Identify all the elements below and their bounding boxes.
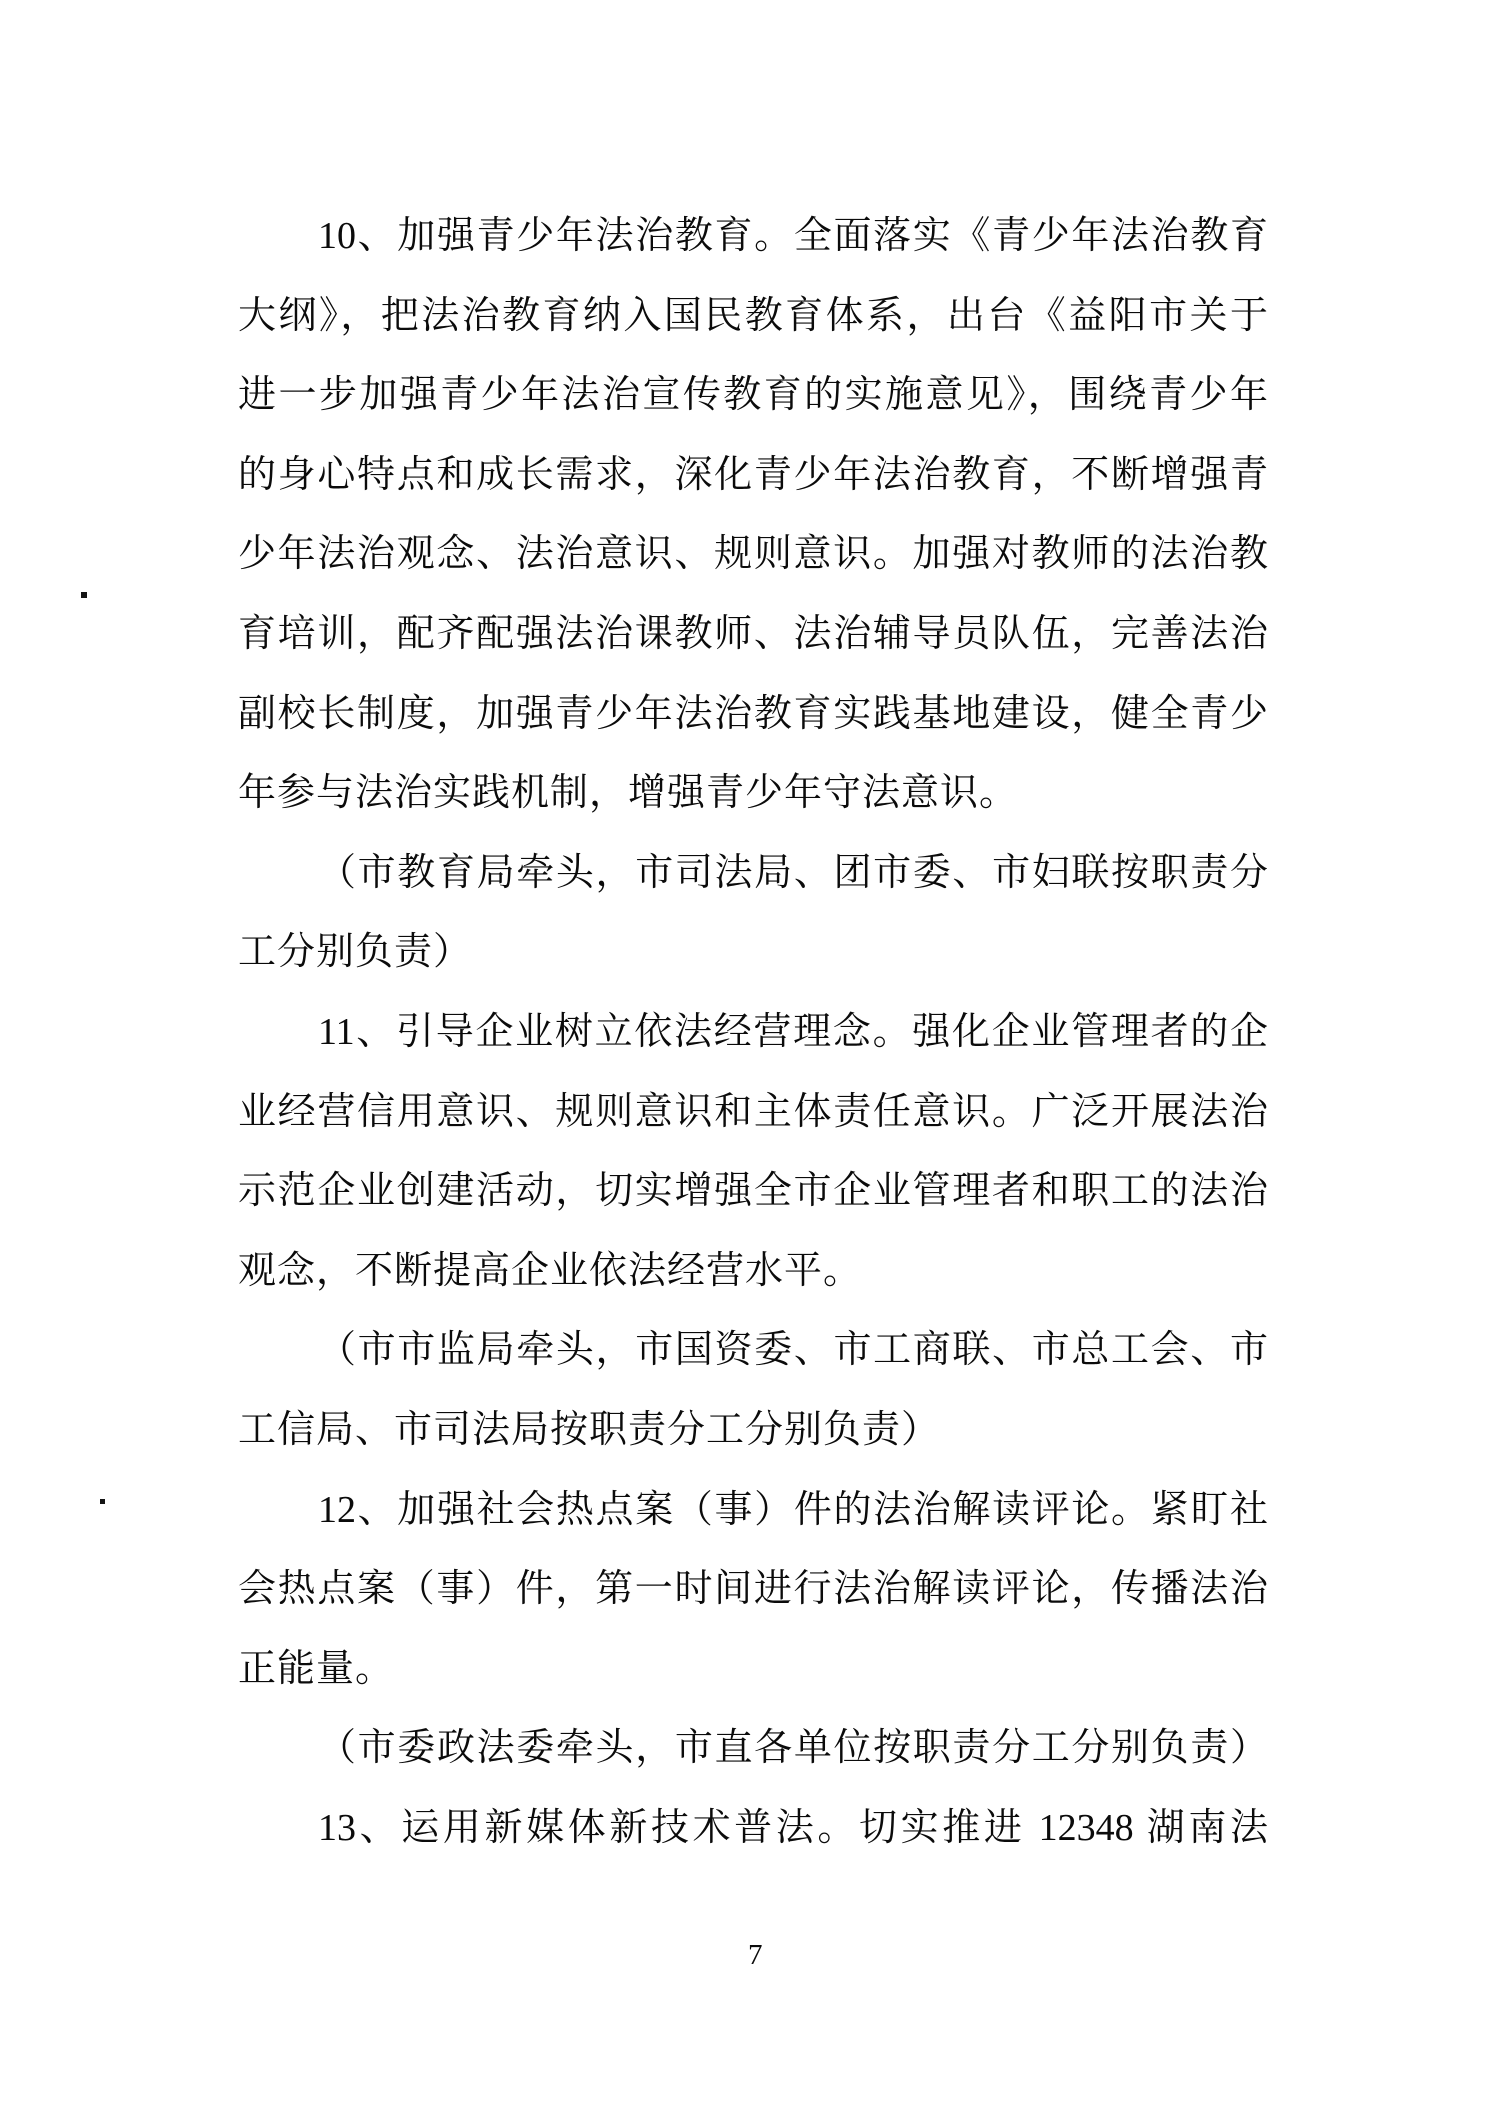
text-line: 会热点案（事）件，第一时间进行法治解读评论，传播法治: [238, 1568, 1268, 1611]
text-line: 工分别负责）: [238, 931, 473, 974]
text-line: 11、引导企业树立依法经营理念。强化企业管理者的企: [318, 1010, 1268, 1053]
text-line: 大纲》，把法治教育纳入国民教育体系，出台《益阳市关于: [238, 294, 1268, 337]
scan-speck: [100, 1499, 105, 1504]
scan-speck: [81, 592, 87, 598]
text-line: 12、加强社会热点案（事）件的法治解读评论。紧盯社: [318, 1488, 1268, 1531]
text-line: 年参与法治实践机制，增强青少年守法意识。: [238, 772, 1019, 815]
text-line: 观念，不断提高企业依法经营水平。: [238, 1249, 863, 1292]
text-line: 的身心特点和成长需求，深化青少年法治教育，不断增强青: [238, 453, 1268, 496]
text-line: 进一步加强青少年法治宣传教育的实施意见》，围绕青少年: [238, 374, 1268, 417]
text-line: 业经营信用意识、规则意识和主体责任意识。广泛开展法治: [238, 1090, 1268, 1133]
text-line: 副校长制度，加强青少年法治教育实践基地建设，健全青少: [238, 692, 1268, 735]
text-line: 10、加强青少年法治教育。全面落实《青少年法治教育: [318, 215, 1268, 257]
text-line: （市委政法委牵头，市直各单位按职责分工分别负责）: [318, 1727, 1268, 1770]
body-text: [238, 197, 1268, 1868]
text-line: （市市监局牵头，市国资委、市工商联、市总工会、市: [318, 1329, 1268, 1372]
text-line: （市教育局牵头，市司法局、团市委、市妇联按职责分: [318, 851, 1268, 894]
text-line: 工信局、市司法局按职责分工分别负责）: [238, 1408, 941, 1451]
text-line: 正能量。: [238, 1647, 395, 1690]
text-line: 少年法治观念、法治意识、规则意识。加强对教师的法治教: [238, 533, 1268, 576]
text-line: 13、运用新媒体新技术普法。切实推进 12348 湖南法: [318, 1806, 1268, 1849]
page-number: 7: [748, 1939, 763, 1971]
text-line: 示范企业创建活动，切实增强全市企业管理者和职工的法治: [238, 1170, 1268, 1213]
text-line: 育培训，配齐配强法治课教师、法治辅导员队伍，完善法治: [238, 612, 1268, 655]
